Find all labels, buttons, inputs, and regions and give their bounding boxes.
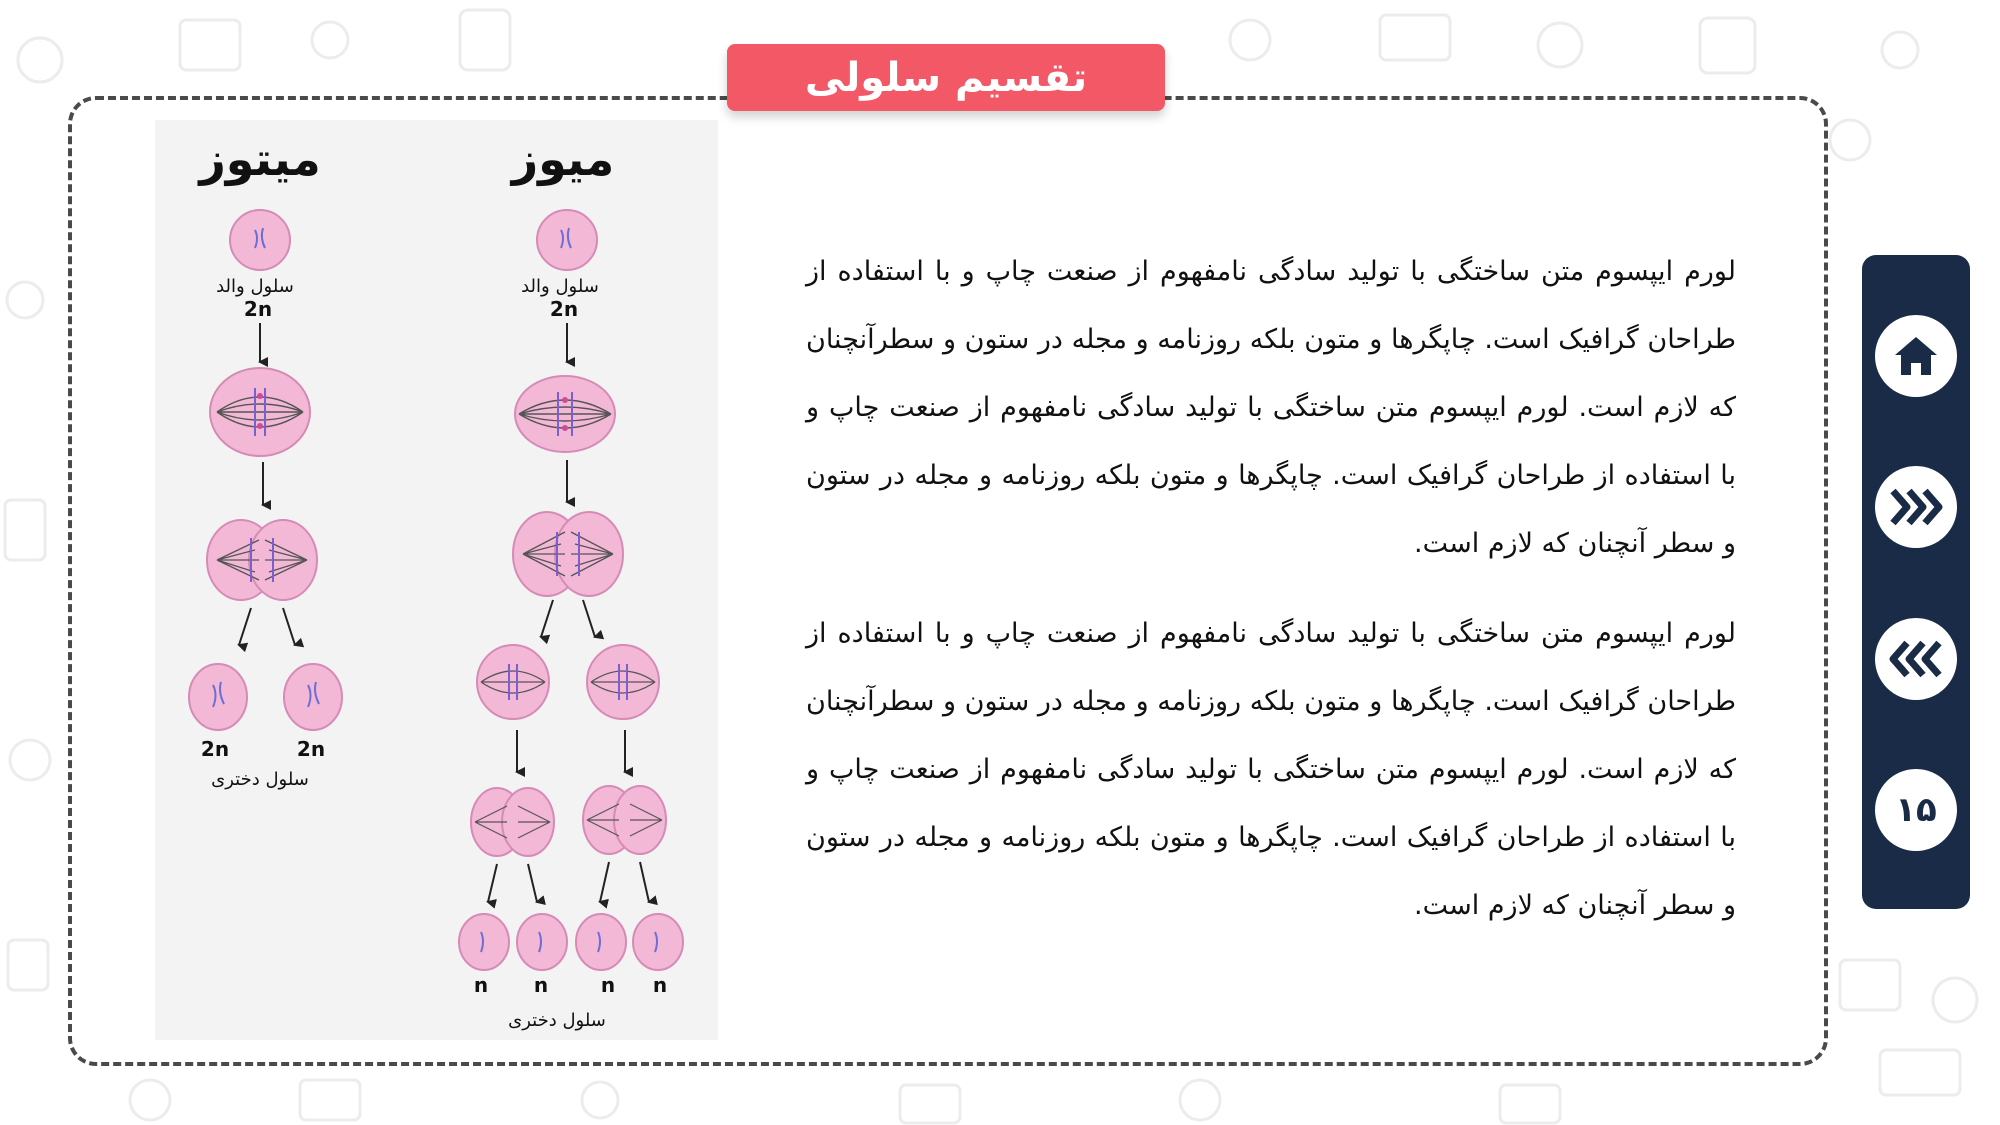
mitosis-telophase-cell (207, 520, 317, 600)
page-number: ۱۵ (1895, 790, 1937, 830)
home-button[interactable] (1875, 315, 1957, 397)
meiosis-daughter-ploidy: n (533, 973, 549, 997)
meiosis-parent-label: سلول والد (521, 276, 599, 297)
arrow (283, 608, 295, 645)
previous-button[interactable] (1875, 618, 1957, 700)
mitosis-parent-ploidy: 2n (243, 297, 273, 321)
arrow (600, 862, 609, 902)
meiosis-daughter-cell (517, 914, 567, 970)
body-text (806, 238, 1736, 962)
arrow (528, 864, 537, 902)
mitosis-parent-label: سلول والد (216, 276, 294, 297)
meiosis-metaphase-cell (515, 376, 615, 452)
meiosis-secondary-cell (477, 645, 549, 719)
meiosis-daughter-ploidy: n (652, 973, 668, 997)
mitosis-daughter-cell (284, 664, 342, 730)
meiosis-daughter-cell (633, 914, 683, 970)
diagram-canvas (155, 120, 718, 1040)
body-paragraph: لورم ایپسوم متن ساختگی با تولید سادگی نامفهوم از صنعت چاپ و با استفاده از طراحان گرافیک است. چاپگرها و متون بلکه روزنامه و مجله در ستون و سطرآنچنان که لازم است. لورم ایپسوم متن ساختگی با تولید سادگی نامفهوم از صنعت چاپ و با استفاده از طراحان گرافیک است. چاپگرها و متون بلکه روزنامه و مجله در ستون و سطر آنچنان که لازم است. (806, 618, 1736, 921)
mitosis-daughter-label: سلول دختری (211, 769, 309, 790)
arrow (640, 862, 649, 902)
mitosis-daughter-cell (189, 664, 247, 730)
meiosis-daughter-label: سلول دختری (508, 1010, 606, 1031)
meiosis-telophase-cell (513, 512, 623, 596)
navigation-bar (1862, 255, 1970, 909)
next-button[interactable] (1875, 466, 1957, 548)
home-icon (1891, 333, 1941, 379)
mitosis-parent-cell (230, 210, 290, 270)
body-paragraph: لورم ایپسوم متن ساختگی با تولید سادگی نامفهوم از صنعت چاپ و با استفاده از طراحان گرافیک است. چاپگرها و متون بلکه روزنامه و مجله در ستون و سطرآنچنان که لازم است. لورم ایپسوم متن ساختگی با تولید سادگی نامفهوم از صنعت چاپ و با استفاده از طراحان گرافیک است. چاپگرها و متون بلکه روزنامه و مجله در ستون و سطر آنچنان که لازم است. (806, 256, 1736, 559)
meiosis-parent-ploidy: 2n (549, 297, 579, 321)
meiosis-heading: میوز (511, 132, 615, 186)
mitosis-heading: میتوز (199, 132, 321, 186)
arrow (541, 600, 553, 637)
page-number-badge (1875, 769, 1957, 851)
meiosis-telophase2-cell (583, 786, 666, 854)
meiosis-daughter-ploidy: n (473, 973, 489, 997)
meiosis-daughter-cell (576, 914, 626, 970)
arrow (239, 608, 251, 645)
meiosis-parent-cell (537, 210, 597, 270)
chevron-double-left-icon (1889, 639, 1943, 679)
meiosis-daughter-cell (459, 914, 509, 970)
arrow (488, 864, 497, 902)
mitosis-daughter-ploidy: 2n (200, 737, 230, 761)
meiosis-daughter-ploidy: n (600, 973, 616, 997)
cell-division-diagram (155, 120, 718, 1040)
mitosis-metaphase-cell (210, 368, 310, 456)
meiosis-secondary-cell (587, 645, 659, 719)
chevron-double-right-icon (1889, 487, 1943, 527)
mitosis-daughter-ploidy: 2n (296, 737, 326, 761)
meiosis-telophase2-cell (471, 788, 554, 856)
slide-title: تقسیم سلولی (727, 44, 1165, 111)
arrow (583, 600, 595, 637)
